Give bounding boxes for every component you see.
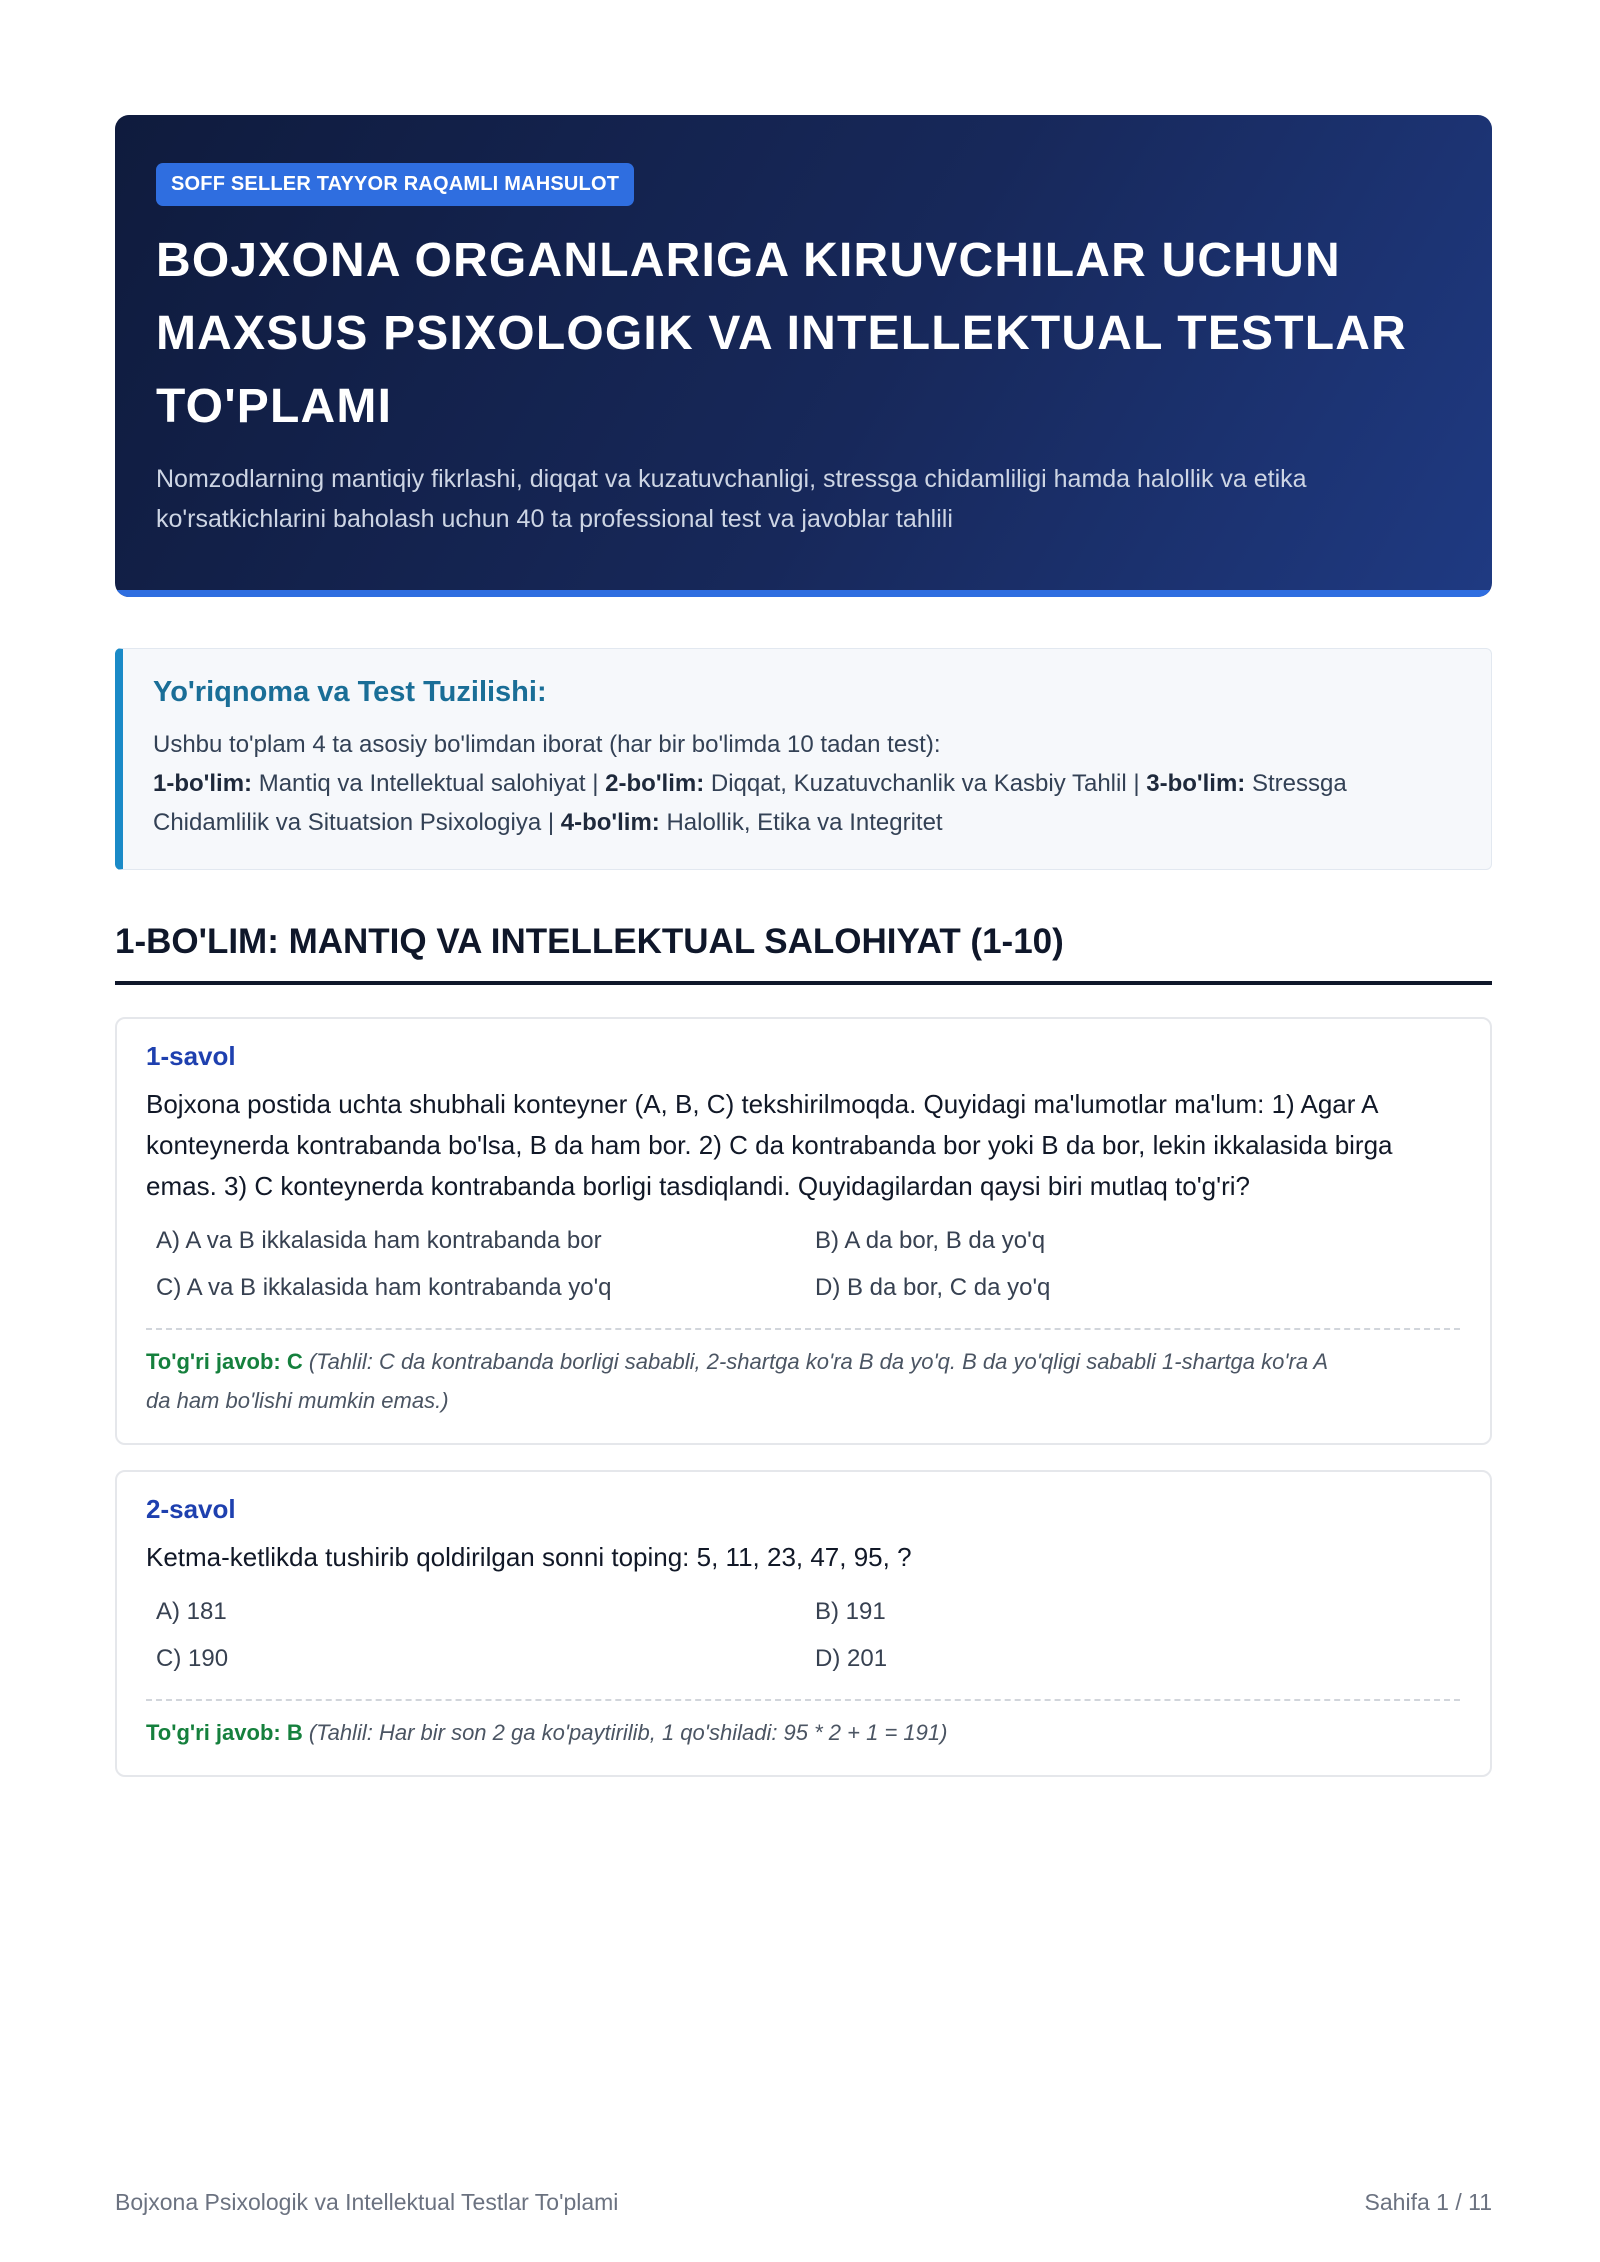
section-heading: 1-BO'LIM: MANTIQ VA INTELLEKTUAL SALOHIYAT (1-10)	[115, 915, 1492, 985]
correct-answer	[146, 1699, 1460, 1752]
document-title	[156, 224, 1451, 443]
option-a: A) A va B ikkalasida ham kontrabanda bor	[156, 1227, 602, 1254]
question-number: 2-savol	[146, 1494, 236, 1524]
option-b: B) A da bor, B da yo'q	[815, 1227, 1046, 1254]
answer-explanation	[146, 1349, 1328, 1413]
section-name: Halollik, Etika va Integritet	[666, 809, 943, 836]
separator: |	[592, 770, 599, 797]
question-text	[146, 1084, 1460, 1207]
option-c: C) A va B ikkalasida ham kontrabanda yo'q	[156, 1274, 612, 1301]
answer-explanation-line: (Tahlil: Har bir son 2 ga ko'paytirilib, 1 qo'shiladi: 95 * 2 + 1 = 191)	[308, 1720, 948, 1745]
option-d: D) 201	[815, 1645, 888, 1672]
page-number: Sahifa 1 / 11	[1364, 2189, 1492, 2215]
question-text-line: emas. 3) C konteynerda kontrabanda borligi tasdiqlandi. Quyidagilardan qaysi biri mutlaq to'g'ri?	[146, 1171, 1250, 1201]
correct-answer-label: To'g'ri javob: C	[146, 1349, 303, 1374]
separator: |	[547, 809, 555, 836]
correct-answer	[146, 1328, 1460, 1420]
section-label: 1-bo'lim:	[153, 770, 253, 797]
product-badge: SOFF SELLER TAYYOR RAQAMLI MAHSULOT	[156, 163, 634, 206]
footer-document-title: Bojxona Psixologik va Intellektual Testlar To'plami	[115, 2189, 619, 2215]
answer-options	[146, 1217, 1460, 1311]
answer-options	[146, 1588, 1460, 1682]
answer-explanation-line: (Tahlil: C da kontrabanda borligi sababli, 2-shartga ko'ra B da yo'q. B da yo'qligi sababli 1-shartga ko'ra A	[308, 1349, 1329, 1374]
instructions-box	[115, 648, 1492, 870]
section-name: Mantiq va Intellektual salohiyat	[258, 770, 586, 797]
question-text-line: Ketma-ketlikda tushirib qoldirilgan sonni toping: 5, 11, 23, 47, 95, ?	[146, 1542, 912, 1572]
document-title-line: TO'PLAMI	[156, 380, 393, 433]
section-label: 4-bo'lim:	[560, 809, 660, 836]
question-card	[115, 1470, 1492, 1777]
question-number: 1-savol	[146, 1041, 236, 1071]
document-subtitle	[156, 459, 1456, 539]
option-b: B) 191	[815, 1598, 886, 1625]
answer-explanation	[309, 1720, 948, 1745]
section-name: Diqqat, Kuzatuvchanlik va Kasbiy Tahlil	[710, 770, 1127, 797]
section-name: Stressga Chidamlilik va Situatsion Psixologiya	[153, 770, 1347, 836]
instructions-text	[153, 725, 1461, 842]
answer-explanation-line: da ham bo'lishi mumkin emas.)	[146, 1388, 449, 1413]
document-title-line: MAXSUS PSIXOLOGIK VA INTELLEKTUAL TESTLAR	[156, 307, 1408, 360]
section-label: 3-bo'lim:	[1146, 770, 1246, 797]
cover-header	[115, 115, 1492, 597]
question-text	[146, 1537, 1460, 1578]
document-title-line: BOJXONA ORGANLARIGA KIRUVCHILAR UCHUN	[156, 234, 1341, 287]
question-text-line: konteynerda kontrabanda bo'lsa, B da ham bor. 2) C da kontrabanda bor yoki B da bor, lekin ikkalasida birga	[146, 1130, 1393, 1160]
option-d: D) B da bor, C da yo'q	[815, 1274, 1051, 1301]
instructions-title: Yo'riqnoma va Test Tuzilishi:	[153, 676, 547, 708]
document-subtitle-line: Nomzodlarning mantiqiy fikrlashi, diqqat va kuzatuvchanligi, stressga chidamliligi hamda halollik va etika	[156, 465, 1307, 493]
option-c: C) 190	[156, 1645, 229, 1672]
section-label: 2-bo'lim:	[605, 770, 705, 797]
correct-answer-label: To'g'ri javob: B	[146, 1720, 303, 1745]
question-card	[115, 1017, 1492, 1445]
document-subtitle-line: ko'rsatkichlarini baholash uchun 40 ta professional test va javoblar tahlili	[156, 505, 953, 533]
question-text-line: Bojxona postida uchta shubhali konteyner (A, B, C) tekshirilmoqda. Quyidagi ma'lumotlar ma'lum: 1) Agar A	[146, 1089, 1379, 1119]
separator: |	[1133, 770, 1140, 797]
page-footer	[115, 2187, 1492, 2217]
instructions-intro: Ushbu to'plam 4 ta asosiy bo'limdan iborat (har bir bo'limda 10 tadan test):	[153, 731, 941, 758]
option-a: A) 181	[156, 1598, 227, 1625]
